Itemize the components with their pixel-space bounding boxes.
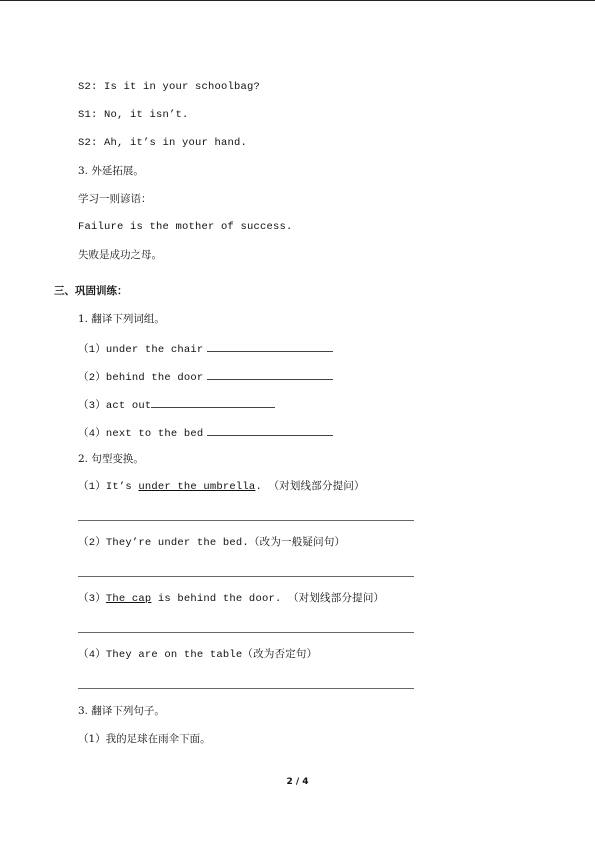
page-number: 2 / 4: [286, 777, 309, 787]
header-rule: [0, 0, 595, 1]
dialog-line-s2-question: S2: Is it in your schoolbag?: [78, 81, 261, 93]
q3-title: 3. 翻译下列句子。: [78, 705, 165, 717]
q2-item-3: [78, 592, 384, 606]
q2-item-3-answer-line[interactable]: [78, 632, 414, 633]
q2-item-1-suffix: . （对划线部分提问）: [255, 481, 365, 493]
q3-item-1: （1）我的足球在雨伞下面。: [78, 733, 211, 745]
q2-item-3-underlined: The cap: [105, 593, 152, 605]
q2-item-1: [78, 480, 365, 494]
q1-item-4-text: （4）next to the bed: [78, 428, 204, 440]
proverb-chinese: 失败是成功之母。: [78, 249, 162, 261]
section-heading-consolidation: 三、巩固训练：: [54, 285, 128, 297]
proverb-english: Failure is the mother of success.: [78, 221, 293, 233]
q2-item-1-underlined: under the umbrella: [138, 481, 256, 493]
dialog-line-s1-answer: S1: No, it isn’t.: [78, 109, 189, 121]
q1-item-2-text: （2）behind the door: [78, 372, 204, 384]
q2-item-1-prefix: （1）It’s: [78, 481, 139, 493]
q1-item-3-blank[interactable]: [151, 396, 275, 408]
q1-item-2: [78, 368, 333, 385]
proverb-intro: 学习一则谚语：: [78, 193, 152, 205]
extension-title: 3. 外延拓展。: [78, 165, 144, 177]
q2-item-3-suffix: is behind the door. （对划线部分提问）: [151, 593, 385, 605]
q1-item-3-text: （3）act out: [78, 400, 152, 412]
q2-item-2-answer-line[interactable]: [78, 576, 414, 577]
q1-item-2-blank[interactable]: [207, 368, 333, 380]
q1-item-4: [78, 424, 333, 441]
q2-item-3-prefix: （3）: [78, 593, 106, 605]
q1-item-3: [78, 396, 275, 413]
dialog-line-s2-reply: S2: Ah, it’s in your hand.: [78, 137, 248, 149]
q2-item-4-answer-line[interactable]: [78, 688, 414, 689]
q1-title: 1. 翻译下列词组。: [78, 313, 165, 325]
q1-item-1-text: （1）under the chair: [78, 344, 204, 356]
q1-item-1: [78, 340, 333, 357]
q1-item-4-blank[interactable]: [207, 424, 333, 436]
q2-item-4: （4）They are on the table（改为否定句）: [78, 649, 318, 661]
q2-item-2: （2）They’re under the bed.（改为一般疑问句）: [78, 537, 346, 549]
q1-item-1-blank[interactable]: [207, 340, 333, 352]
q2-item-1-answer-line[interactable]: [78, 520, 414, 521]
q2-title: 2. 句型变换。: [78, 453, 144, 465]
